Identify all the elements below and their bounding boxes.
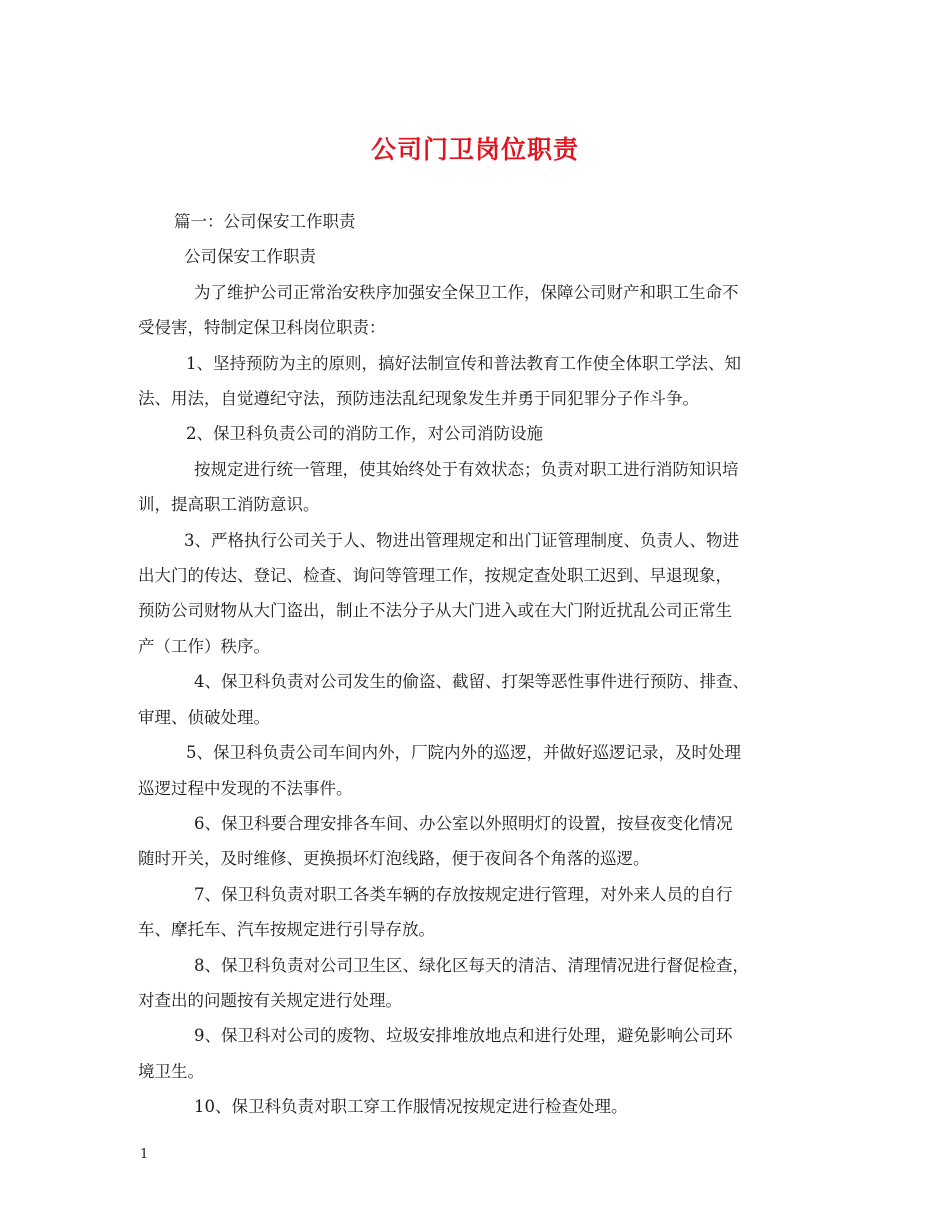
paragraph-line: 3、严格执行公司关于人、物进出管理规定和出门证管理制度、负责人、物进 bbox=[184, 530, 739, 550]
paragraph-line: 法、用法，自觉遵纪守法，预防违法乱纪现象发生并勇于同犯罪分子作斗争。 bbox=[138, 389, 699, 409]
section-heading: 篇一：公司保安工作职责 bbox=[174, 212, 356, 231]
paragraph-line: 1、坚持预防为主的原则，搞好法制宣传和普法教育工作使全体职工学法、知 bbox=[186, 353, 741, 373]
paragraph-line: 巡逻过程中发现的不法事件。 bbox=[138, 778, 353, 798]
document-body bbox=[138, 204, 828, 1125]
paragraph-line: 预防公司财物从大门盗出，制止不法分子从大门进入或在大门附近扰乱公司正常生 bbox=[138, 601, 732, 621]
paragraph-line: 出大门的传达、登记、检查、询问等管理工作，按规定查处职工迟到、早退现象， bbox=[138, 566, 732, 586]
paragraph-line: 5、保卫科负责公司车间内外，厂院内外的巡逻，并做好巡逻记录，及时处理 bbox=[186, 743, 741, 763]
paragraph-line: 8、保卫科负责对公司卫生区、绿化区每天的清洁、清理情况进行督促检查， bbox=[194, 955, 749, 975]
paragraph-line: 审理、侦破处理。 bbox=[138, 707, 270, 727]
paragraph-line: 6、保卫科要合理安排各车间、办公室以外照明灯的设置，按昼夜变化情况 bbox=[194, 813, 733, 833]
paragraph-line: 2、保卫科负责公司的消防工作，对公司消防设施 bbox=[186, 424, 543, 444]
paragraph-line: 7、保卫科负责对职工各类车辆的存放按规定进行管理，对外来人员的自行 bbox=[194, 884, 733, 904]
paragraph-line: 受侵害，特制定保卫科岗位职责： bbox=[138, 318, 386, 338]
paragraph-line: 产（工作）秩序。 bbox=[138, 636, 270, 656]
subsection-heading: 公司保安工作职责 bbox=[184, 247, 316, 267]
paragraph-line: 训，提高职工消防意识。 bbox=[138, 495, 320, 515]
paragraph-line: 9、保卫科对公司的废物、垃圾安排堆放地点和进行处理，避免影响公司环 bbox=[194, 1026, 733, 1046]
paragraph-line: 按规定进行统一管理，使其始终处于有效状态；负责对职工进行消防知识培 bbox=[194, 459, 739, 479]
page-title: 公司门卫岗位职责 bbox=[370, 135, 579, 164]
page-number: 1 bbox=[140, 1147, 149, 1162]
paragraph-line: 10、保卫科负责对职工穿工作服情况按规定进行检查处理。 bbox=[194, 1097, 628, 1117]
paragraph-line: 随时开关，及时维修、更换损坏灯泡线路，便于夜间各个角落的巡逻。 bbox=[138, 849, 650, 869]
paragraph-line: 为了维护公司正常治安秩序加强安全保卫工作，保障公司财产和职工生命不 bbox=[194, 282, 739, 302]
paragraph-line: 4、保卫科负责对公司发生的偷盗、截留、打架等恶性事件进行预防、排查、 bbox=[194, 672, 749, 692]
paragraph-line: 对查出的问题按有关规定进行处理。 bbox=[138, 990, 402, 1010]
paragraph-line: 车、摩托车、汽车按规定进行引导存放。 bbox=[138, 920, 435, 940]
paragraph-line: 境卫生。 bbox=[138, 1061, 204, 1081]
